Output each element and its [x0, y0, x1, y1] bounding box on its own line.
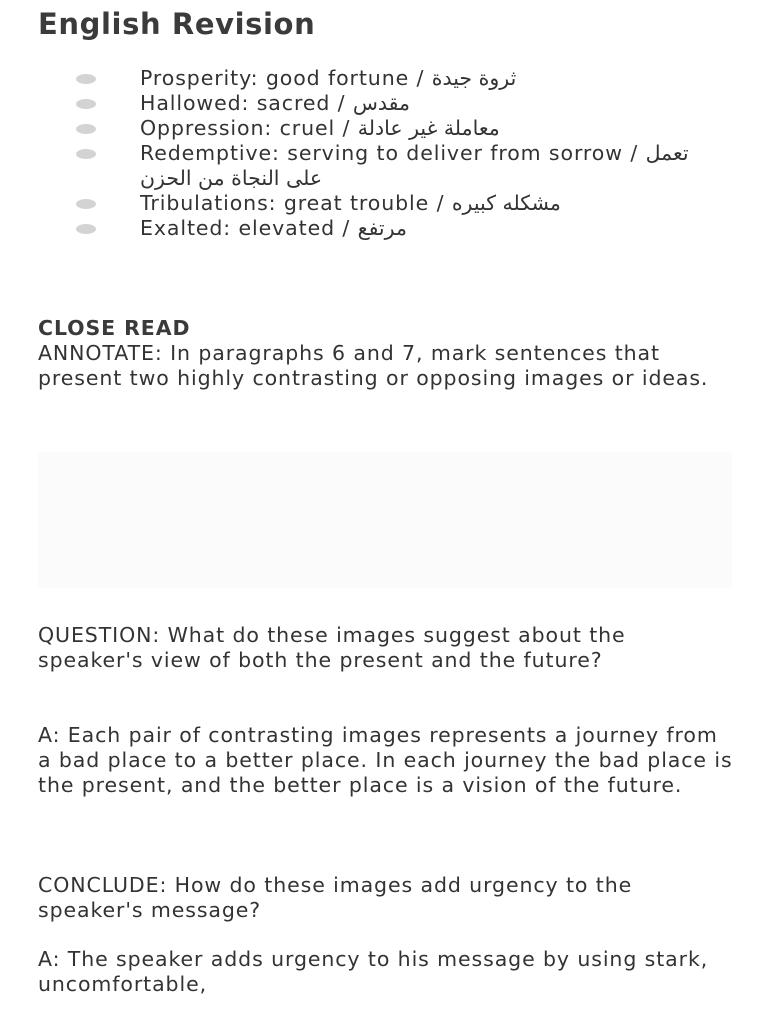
vocab-text: Oppression: cruel / معاملة غير عادلة [140, 116, 500, 140]
answer-text: A: Each pair of contrasting images represents a journey from a bad place to a better place. In each journey the bad place is the present, and the better place is a vision of the future. [38, 723, 733, 797]
bullet-icon [76, 124, 96, 134]
vocab-text: Redemptive: serving to deliver from sorrow / تعمل على النجاة من الحزن [140, 141, 689, 190]
conclude-question-text: CONCLUDE: How do these images add urgency to the speaker's message? [38, 873, 633, 922]
vocab-text: Hallowed: sacred / مقدس [140, 91, 411, 115]
close-read-heading: CLOSE READ [38, 316, 191, 340]
list-item [0, 216, 768, 241]
bullet-icon [76, 99, 96, 109]
question-text: QUESTION: What do these images suggest about the speaker's view of both the present and the future? [38, 623, 626, 672]
vocab-text: Exalted: elevated / مرتفع [140, 216, 407, 240]
bullet-icon [76, 149, 96, 159]
list-item [0, 91, 768, 116]
page-title: English Revision [38, 7, 316, 41]
bullet-icon [76, 224, 96, 234]
vocab-text: Prosperity: good fortune / ثروة جيدة [140, 66, 517, 90]
vocabulary-list [0, 66, 768, 241]
conclude-answer-text: A: The speaker adds urgency to his message by using stark, uncomfortable, [38, 947, 709, 996]
annotate-instruction: ANNOTATE: In paragraphs 6 and 7, mark sentences that present two highly contrasting or opposing images or ideas. [38, 341, 709, 390]
list-item [0, 66, 768, 91]
list-item [0, 116, 768, 141]
close-read-section [38, 316, 738, 391]
vocab-text: Tribulations: great trouble / مشكله كبيره [140, 191, 561, 215]
list-item [0, 191, 768, 216]
bullet-icon [76, 74, 96, 84]
image-placeholder [38, 452, 732, 588]
bullet-icon [76, 199, 96, 209]
list-item [0, 141, 768, 191]
